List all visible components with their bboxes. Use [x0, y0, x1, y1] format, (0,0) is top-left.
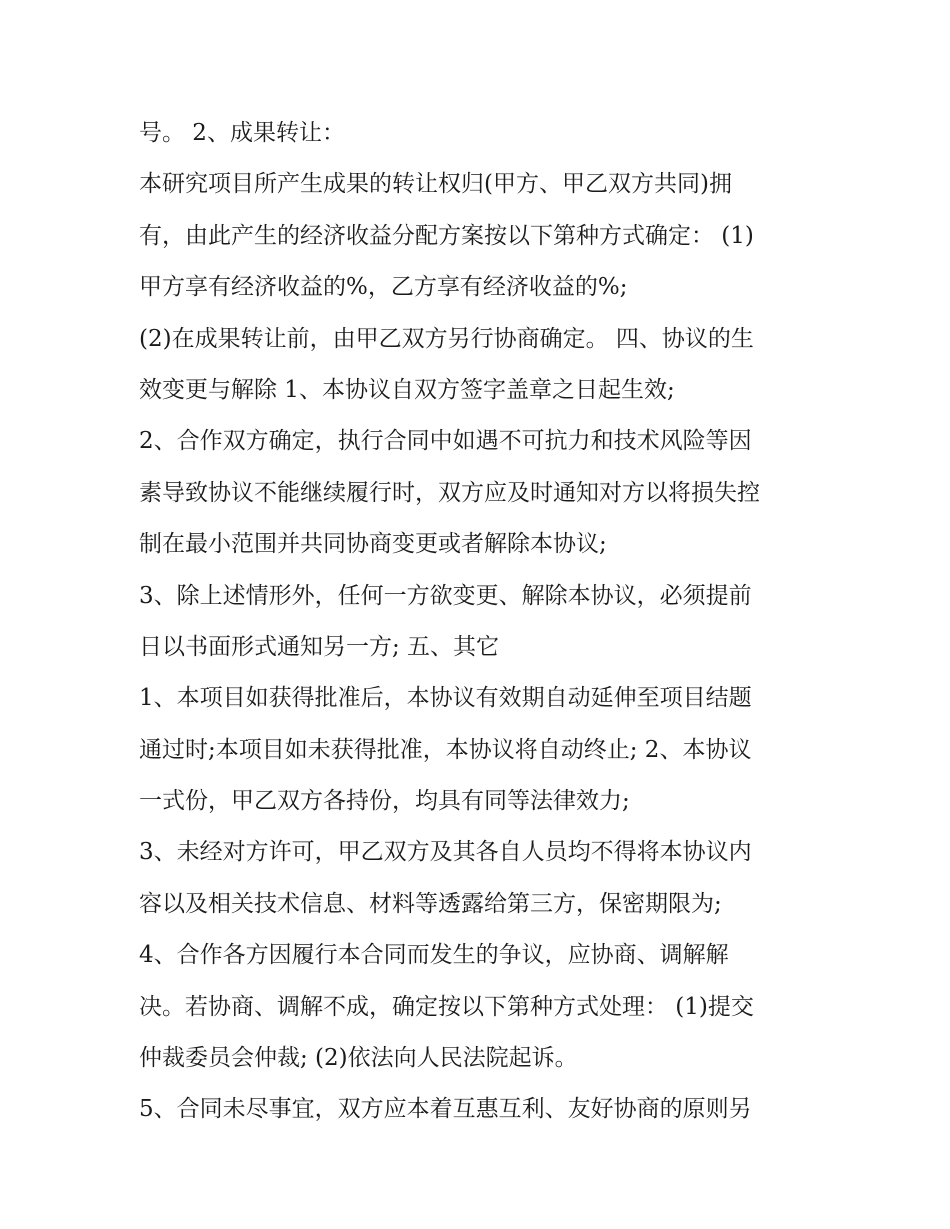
text-line: 有，由此产生的经济收益分配方案按以下第种方式确定： (1): [139, 222, 754, 249]
text-line: 效变更与解除 1、本协议自双方签字盖章之日起生效;: [139, 376, 675, 403]
text-line: 3、未经对方许可，甲乙双方及其各自人员均不得将本协议内: [139, 839, 752, 866]
text-line: 3、除上述情形外，任何一方欲变更、解除本协议，必须提前: [139, 582, 752, 609]
text-line: 日以书面形式通知另一方; 五、其它: [139, 633, 500, 660]
text-line: 4、合作各方因履行本合同而发生的争议，应协商、调解解: [139, 942, 729, 969]
text-line: 甲方享有经济收益的%，乙方享有经济收益的%;: [139, 274, 628, 301]
text-line: 1、本项目如获得批准后，本协议有效期自动延伸至项目结题: [139, 685, 752, 712]
text-line: 仲裁委员会仲裁; (2)依法向人民法院起诉。: [139, 1045, 578, 1072]
text-line: 5、合同未尽事宜，双方应本着互惠互利、友好协商的原则另: [139, 1096, 752, 1123]
text-line: 号。 2、成果转让：: [139, 120, 345, 146]
text-line: (2)在成果转让前，由甲乙双方另行协商确定。 四、协议的生: [139, 325, 754, 352]
text-line: 素导致协议不能继续履行时，双方应及时通知对方以将损失控: [139, 479, 760, 506]
document-body: [139, 108, 829, 1136]
text-line: 容以及相关技术信息、材料等透露给第三方，保密期限为;: [139, 890, 722, 917]
text-line: 决。若协商、调解不成，确定按以下第种方式处理： (1)提交: [139, 993, 754, 1020]
text-line: 通过时;本项目如未获得批准，本协议将自动终止; 2、本协议: [139, 736, 752, 763]
text-line: 制在最小范围并共同协商变更或者解除本协议;: [139, 531, 607, 558]
text-line: 2、合作双方确定，执行合同中如遇不可抗力和技术风险等因: [139, 428, 752, 455]
text-line: 一式份，甲乙双方各持份，均具有同等法律效力;: [139, 788, 630, 815]
text-line: 本研究项目所产生成果的转让权归(甲方、甲乙双方共同)拥: [139, 171, 732, 198]
